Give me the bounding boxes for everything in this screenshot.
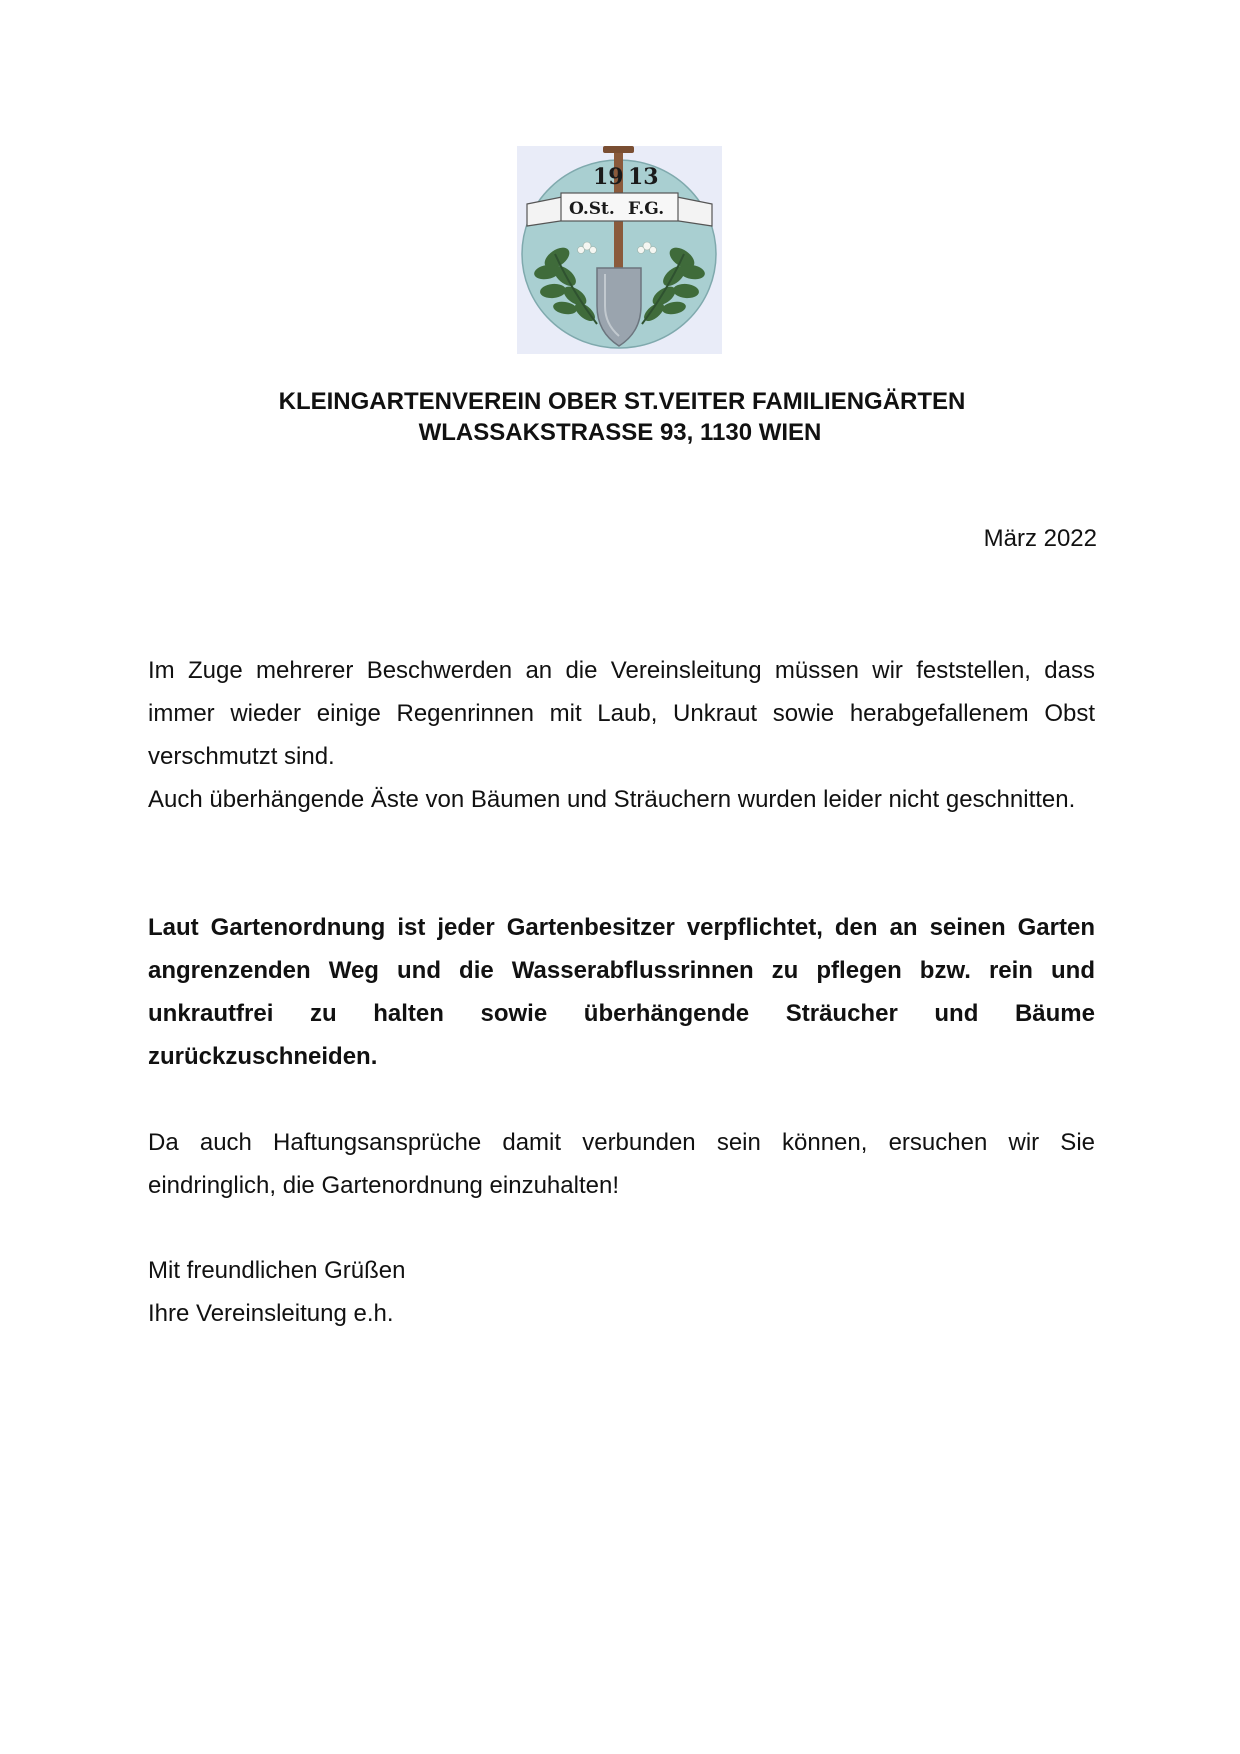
closing-block xyxy=(148,1249,405,1335)
letter-date: März 2022 xyxy=(983,525,1097,552)
letterhead xyxy=(0,386,1240,448)
closing-signature: Ihre Vereinsleitung e.h. xyxy=(148,1300,394,1327)
club-emblem xyxy=(517,146,722,354)
club-logo xyxy=(517,146,722,354)
club-address: WLASSAKSTRASSE 93, 1130 WIEN xyxy=(418,419,822,446)
spade-grip xyxy=(603,146,634,153)
year-right: 13 xyxy=(628,164,659,190)
paragraph-garden-rules: Laut Gartenordnung ist jeder Gartenbesitzer verpflichtet, den an seinen Garten angrenzenden Weg und die Wasserabflussrinnen zu pflegen bzw. rein und unkrautfrei zu halten sowie überhängende Sträucher und Bäume zurückzuschneiden. xyxy=(148,914,1095,1070)
banner-right-text: F.G. xyxy=(628,199,665,219)
year-left: 19 xyxy=(593,164,624,190)
closing-greeting: Mit freundlichen Grüßen xyxy=(148,1257,406,1284)
club-name: KLEINGARTENVEREIN OBER ST.VEITER FAMILIENGÄRTEN xyxy=(278,388,966,415)
paragraph-liability: Da auch Haftungsansprüche damit verbunden sein können, ersuchen wir Sie eindringlich, die Gartenordnung einzuhalten! xyxy=(148,1129,1095,1199)
paragraph-branches: Auch überhängende Äste von Bäumen und Sträuchern wurden leider nicht geschnitten. xyxy=(148,786,1076,813)
banner-left-text: O.St. xyxy=(569,199,615,219)
paragraph-complaints: Im Zuge mehrerer Beschwerden an die Vereinsleitung müssen wir feststellen, dass immer wieder einige Regenrinnen mit Laub, Unkraut sowie herabgefallenem Obst verschmutzt sind. xyxy=(148,657,1095,770)
